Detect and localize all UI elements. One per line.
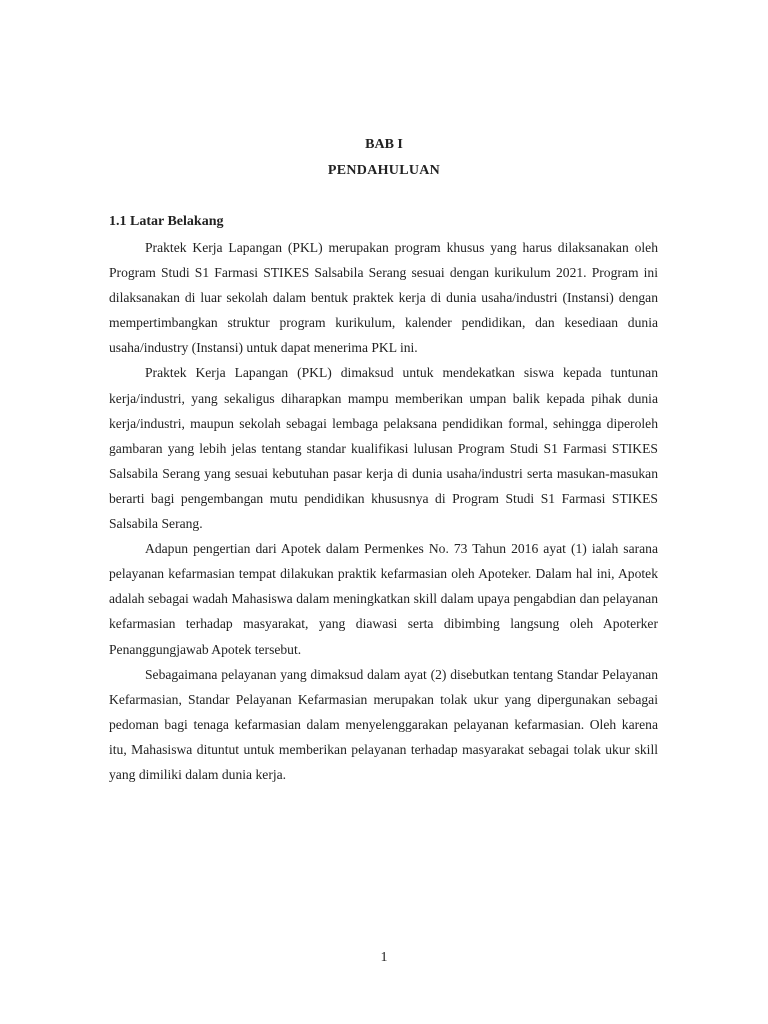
paragraph-3: Adapun pengertian dari Apotek dalam Permenkes No. 73 Tahun 2016 ayat (1) ialah sarana pelayanan kefarmasian tempat dilakukan praktik kefarmasian oleh Apoteker. Dalam hal ini, Apotek adalah sebagai wadah Mahasiswa dalam meningkatkan skill dalam upaya pengabdian dan pelayanan kefarmasian terhadap masyarakat, yang diawasi serta dibimbing langsung oleh Apoterker Penanggungjawab Apotek tersebut.: [109, 541, 658, 657]
paragraph-2: Praktek Kerja Lapangan (PKL) dimaksud untuk mendekatkan siswa kepada tuntunan kerja/industri, yang sekaligus diharapkan mampu memberikan umpan balik kepada pihak dunia kerja/industri, maupun sekolah sebagai lembaga pelaksana pendidikan formal, sehingga diperoleh gambaran yang lebih jelas tentang standar kualifikasi lulusan Program Studi S1 Farmasi STIKES Salsabila Serang yang sesuai kebutuhan pasar kerja di dunia usaha/industri serta masukan-masukan berarti bagi pengembangan mutu pendidikan khususnya di Program Studi S1 Farmasi STIKES Salsabila Serang.: [109, 365, 658, 532]
paragraph-1: Praktek Kerja Lapangan (PKL) merupakan program khusus yang harus dilaksanakan oleh Program Studi S1 Farmasi STIKES Salsabila Serang sesuai dengan kurikulum 2021. Program ini dilaksanakan di luar sekolah dalam bentuk praktek kerja di dunia usaha/industri (Instansi) dengan mempertimbangkan struktur program kurikulum, kalender pendidikan, dan kesediaan dunia usaha/industry (Instansi) untuk dapat menerima PKL ini.: [109, 240, 658, 356]
section-body: [109, 235, 658, 787]
chapter-number: BAB I: [365, 137, 403, 152]
section-heading: 1.1 Latar Belakang: [109, 214, 224, 229]
chapter-title: PENDAHULUAN: [327, 163, 441, 178]
paragraph-4: Sebagaimana pelayanan yang dimaksud dalam ayat (2) disebutkan tentang Standar Pelayanan Kefarmasian, Standar Pelayanan Kefarmasian merupakan tolak ukur yang dipergunakan sebagai pedoman bagi tenaga kefarmasian dalam menyelenggarakan pelayanan kefarmasian. Oleh karena itu, Mahasiswa dituntut untuk memberikan pelayanan terhadap masyarakat sebagai tolak ukur skill yang dimiliki dalam dunia kerja.: [109, 666, 658, 782]
page-number: 1: [380, 950, 388, 965]
